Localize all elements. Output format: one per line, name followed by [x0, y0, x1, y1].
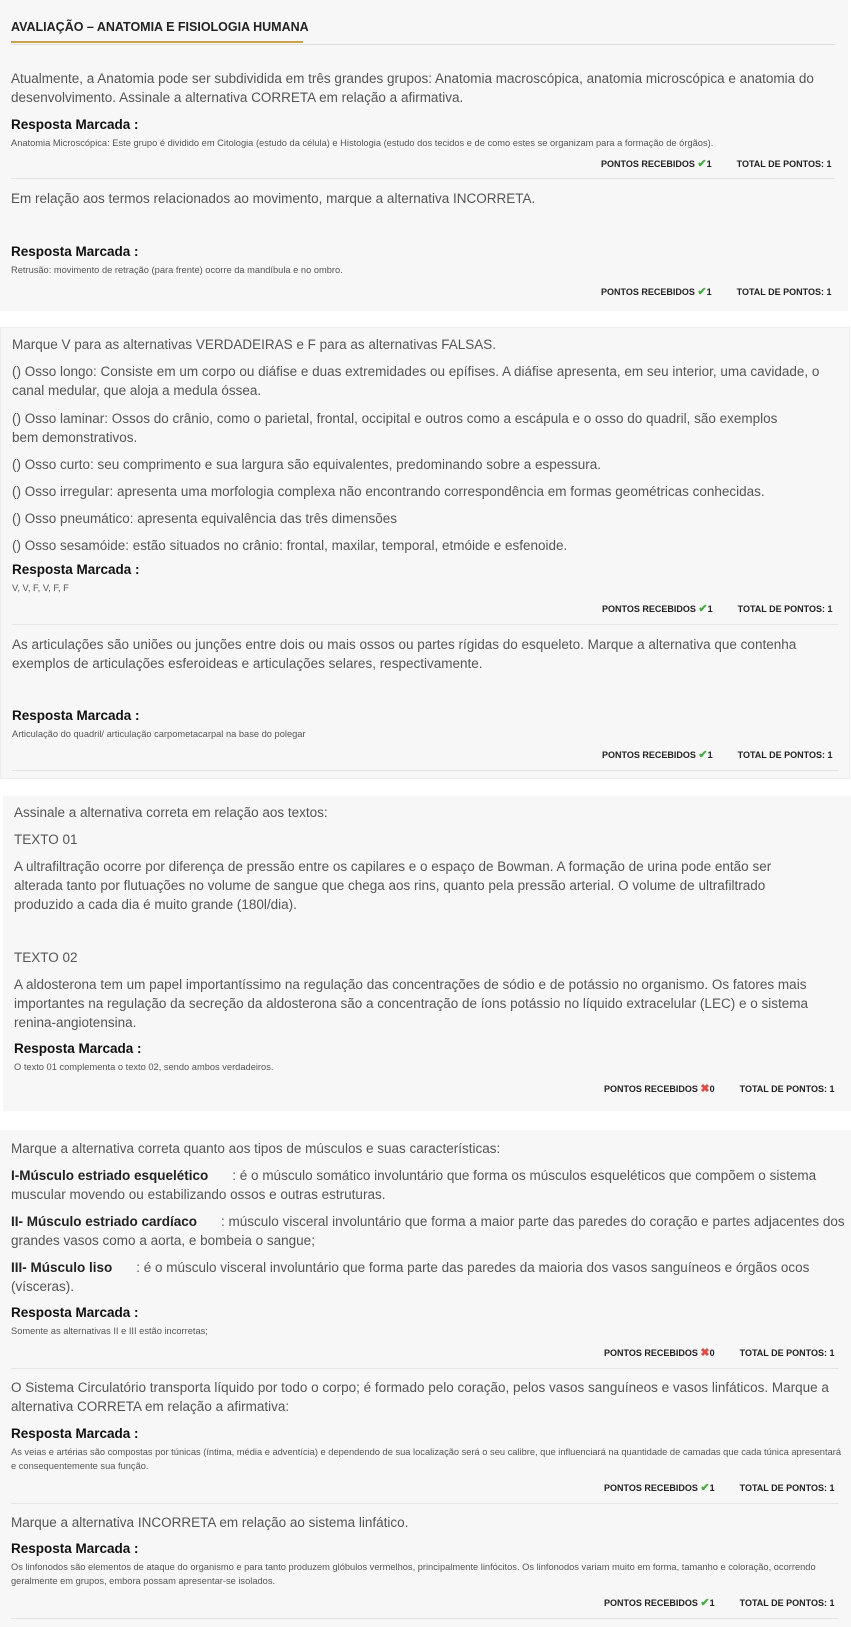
answer-value: Os linfonodos são elementos de ataque do organismo e para tanto produzem glóbulos vermelhos, principalmente linfócitos. Os linfonodos variam muito em forma, tamanho e coloração, ocorrendo geralmente em grupos, embora possam apresentar-se isolados.	[11, 1562, 816, 1586]
score-row	[601, 285, 832, 298]
statement-item: bem demonstrativos.	[12, 430, 138, 445]
divider	[12, 624, 838, 625]
answer-value: Articulação do quadril/ articulação carpometacarpal na base do polegar	[12, 729, 306, 739]
answer-label: Resposta Marcada :	[11, 117, 139, 132]
muscle-item-desc: : é o músculo visceral involuntário que forma parte das paredes da maioria dos vasos sanguíneos e órgãos ocos (vísceras).	[11, 1260, 810, 1294]
question-text: Marque a alternativa correta quanto aos tipos de músculos e suas características:	[11, 1141, 501, 1156]
score-row	[604, 1082, 835, 1095]
title-underline	[11, 41, 303, 43]
check-icon: ✔	[697, 158, 707, 170]
muscle-item-desc: : é o músculo somático involuntário que forma os músculos esqueléticos que compõem o sistema muscular movendo ou estabilizando ossos e outras estruturas.	[11, 1168, 817, 1202]
muscle-item	[11, 1212, 845, 1250]
text-02-body: A aldosterona tem um papel importantíssimo na regulação das concentrações de sódio e de potássio no organismo. Os fatores mais importantes na regulação da secreção da aldosterona são a concentração de íons potássio no líquido extracelular (LEC) e o sistema renina-angiotensina.	[14, 977, 808, 1030]
check-icon: ✔	[700, 1482, 710, 1494]
check-icon: ✔	[697, 286, 707, 298]
points-received-label: PONTOS RECEBIDOS	[604, 1598, 698, 1608]
total-points-label: TOTAL DE PONTOS: 1	[737, 604, 833, 614]
score-row	[604, 1481, 835, 1494]
card-1	[0, 0, 848, 311]
answer-label: Resposta Marcada :	[14, 1041, 142, 1056]
muscle-item-title: II- Músculo estriado cardíaco	[11, 1214, 198, 1229]
divider	[11, 1368, 839, 1369]
answer-value: Somente as alternativas II e III estão incorretas;	[11, 1326, 208, 1336]
question-text: Em relação aos termos relacionados ao movimento, marque a alternativa INCORRETA.	[11, 191, 536, 206]
points-value: 1	[707, 750, 713, 760]
text-01-title: TEXTO 01	[14, 832, 78, 847]
score-row	[604, 1346, 835, 1359]
points-received-label: PONTOS RECEBIDOS	[602, 604, 696, 614]
question-text: As articulações são uniões ou junções entre dois ou mais ossos ou partes rígidas do esqueleto. Marque a alternativa que contenha exemplos de articulações esferoideas e articulações selares, respectivamente.	[12, 637, 797, 671]
total-points-label: TOTAL DE PONTOS: 1	[739, 1598, 835, 1608]
points-value: 0	[709, 1084, 715, 1094]
statement-item: () Osso irregular: apresenta uma morfologia complexa não encontrando correspondência em formas geométricas conhecidas.	[12, 484, 765, 499]
points-value: 1	[707, 604, 713, 614]
points-received-label: PONTOS RECEBIDOS	[602, 750, 696, 760]
score-row	[602, 602, 833, 615]
answer-label: Resposta Marcada :	[11, 1541, 139, 1556]
cross-icon: ✖	[700, 1083, 710, 1095]
answer-value: As veias e artérias são compostas por túnicas (íntima, média e adventícia) e dependendo de sua localização será o seu calibre, que influenciará na quantidade de camadas que cada túnica apresentará e consequentemente sua função.	[11, 1447, 842, 1471]
statement-item: () Osso curto: seu comprimento e sua largura são equivalentes, predominando sobre a espessura.	[12, 457, 602, 472]
statement-item: () Osso pneumático: apresenta equivalência das três dimensões	[12, 511, 397, 526]
points-received-label: PONTOS RECEBIDOS	[604, 1084, 698, 1094]
answer-value: Anatomia Microscópica: Este grupo é dividido em Citologia (estudo da célula) e Histologia (estudo dos tecidos e de como estes se organizam para a formação de órgãos).	[11, 138, 714, 148]
total-points-label: TOTAL DE PONTOS: 1	[739, 1348, 835, 1358]
points-received-label: PONTOS RECEBIDOS	[601, 159, 695, 169]
title-divider	[11, 44, 835, 45]
card-4	[0, 1130, 851, 1627]
points-received-label: PONTOS RECEBIDOS	[601, 287, 695, 297]
total-points-label: TOTAL DE PONTOS: 1	[736, 159, 832, 169]
statement-item: () Osso laminar: Ossos do crânio, como o parietal, frontal, occipital e outros como a escápula e o osso do quadril, são exemplos	[12, 411, 778, 426]
check-icon: ✔	[700, 1597, 710, 1609]
answer-value: V, V, F, V, F, F	[12, 583, 69, 593]
check-icon: ✔	[698, 603, 708, 615]
answer-label: Resposta Marcada :	[11, 1305, 139, 1320]
muscle-item-title: I-Músculo estriado esquelético	[11, 1168, 209, 1183]
question-text: Marque a alternativa INCORRETA em relação ao sistema linfático.	[11, 1515, 409, 1530]
answer-label: Resposta Marcada :	[12, 562, 140, 577]
statement-item: () Osso longo: Consiste em um corpo ou diáfise e duas extremidades ou epífises. A diáfise apresenta, em seu interior, uma cavidade, o canal medular, que aloja a medula óssea.	[12, 364, 820, 398]
muscle-item-title: III- Músculo liso	[11, 1260, 113, 1275]
muscle-item	[11, 1166, 845, 1204]
question-text: O Sistema Circulatório transporta líquido por todo o corpo; é formado pelo coração, pelos vasos sanguíneos e vasos linfáticos. Marque a alternativa CORRETA em relação a afirmativa:	[11, 1380, 829, 1414]
question-text: Marque V para as alternativas VERDADEIRAS e F para as alternativas FALSAS.	[12, 337, 496, 352]
total-points-label: TOTAL DE PONTOS: 1	[739, 1084, 835, 1094]
card-3	[3, 796, 851, 1111]
divider	[11, 1503, 839, 1504]
divider	[11, 1618, 839, 1619]
muscle-item-desc: : músculo visceral involuntário que forma a maior parte das paredes do coração e partes adjacentes dos grandes vasos como a aorta, e bombeia o sangue;	[11, 1214, 845, 1248]
score-row	[604, 1596, 835, 1609]
page-title: AVALIAÇÃO – ANATOMIA E FISIOLOGIA HUMANA	[11, 20, 309, 34]
card-2	[0, 327, 850, 779]
answer-value: Retrusão: movimento de retração (para frente) ocorre da mandíbula e no ombro.	[11, 265, 343, 275]
divider	[11, 178, 835, 179]
points-received-label: PONTOS RECEBIDOS	[604, 1483, 698, 1493]
points-value: 1	[709, 1483, 715, 1493]
answer-label: Resposta Marcada :	[11, 244, 139, 259]
check-icon: ✔	[698, 749, 708, 761]
question-text: Atualmente, a Anatomia pode ser subdividida em três grandes grupos: Anatomia macroscópica, anatomia microscópica e anatomia do desenvolvimento. Assinale a alternativa CORRETA em relação a afirmativa.	[11, 71, 814, 105]
points-value: 1	[709, 1598, 715, 1608]
answer-label: Resposta Marcada :	[12, 708, 140, 723]
question-text: Assinale a alternativa correta em relação aos textos:	[14, 805, 328, 820]
muscle-item	[11, 1258, 845, 1296]
score-row	[602, 748, 833, 761]
points-received-label: PONTOS RECEBIDOS	[604, 1348, 698, 1358]
answer-label: Resposta Marcada :	[11, 1426, 139, 1441]
text-02-title: TEXTO 02	[14, 950, 78, 965]
points-value: 0	[709, 1348, 715, 1358]
statement-item: () Osso sesamóide: estão situados no crânio: frontal, maxilar, temporal, etmóide e esfenoide.	[12, 538, 568, 553]
cross-icon: ✖	[700, 1347, 710, 1359]
points-value: 1	[706, 159, 712, 169]
total-points-label: TOTAL DE PONTOS: 1	[737, 750, 833, 760]
total-points-label: TOTAL DE PONTOS: 1	[739, 1483, 835, 1493]
total-points-label: TOTAL DE PONTOS: 1	[736, 287, 832, 297]
score-row	[601, 157, 832, 170]
divider	[12, 770, 838, 771]
text-01-body: A ultrafiltração ocorre por diferença de pressão entre os capilares e o espaço de Bowman. A formação de urina pode então ser alterada tanto por flutuações no volume de sangue que chega aos rins, quanto pela pressão arterial. O volume de ultrafiltrado produzido a cada dia é muito grande (180l/dia).	[14, 859, 772, 912]
answer-value: O texto 01 complementa o texto 02, sendo ambos verdadeiros.	[14, 1062, 274, 1072]
points-value: 1	[706, 287, 712, 297]
